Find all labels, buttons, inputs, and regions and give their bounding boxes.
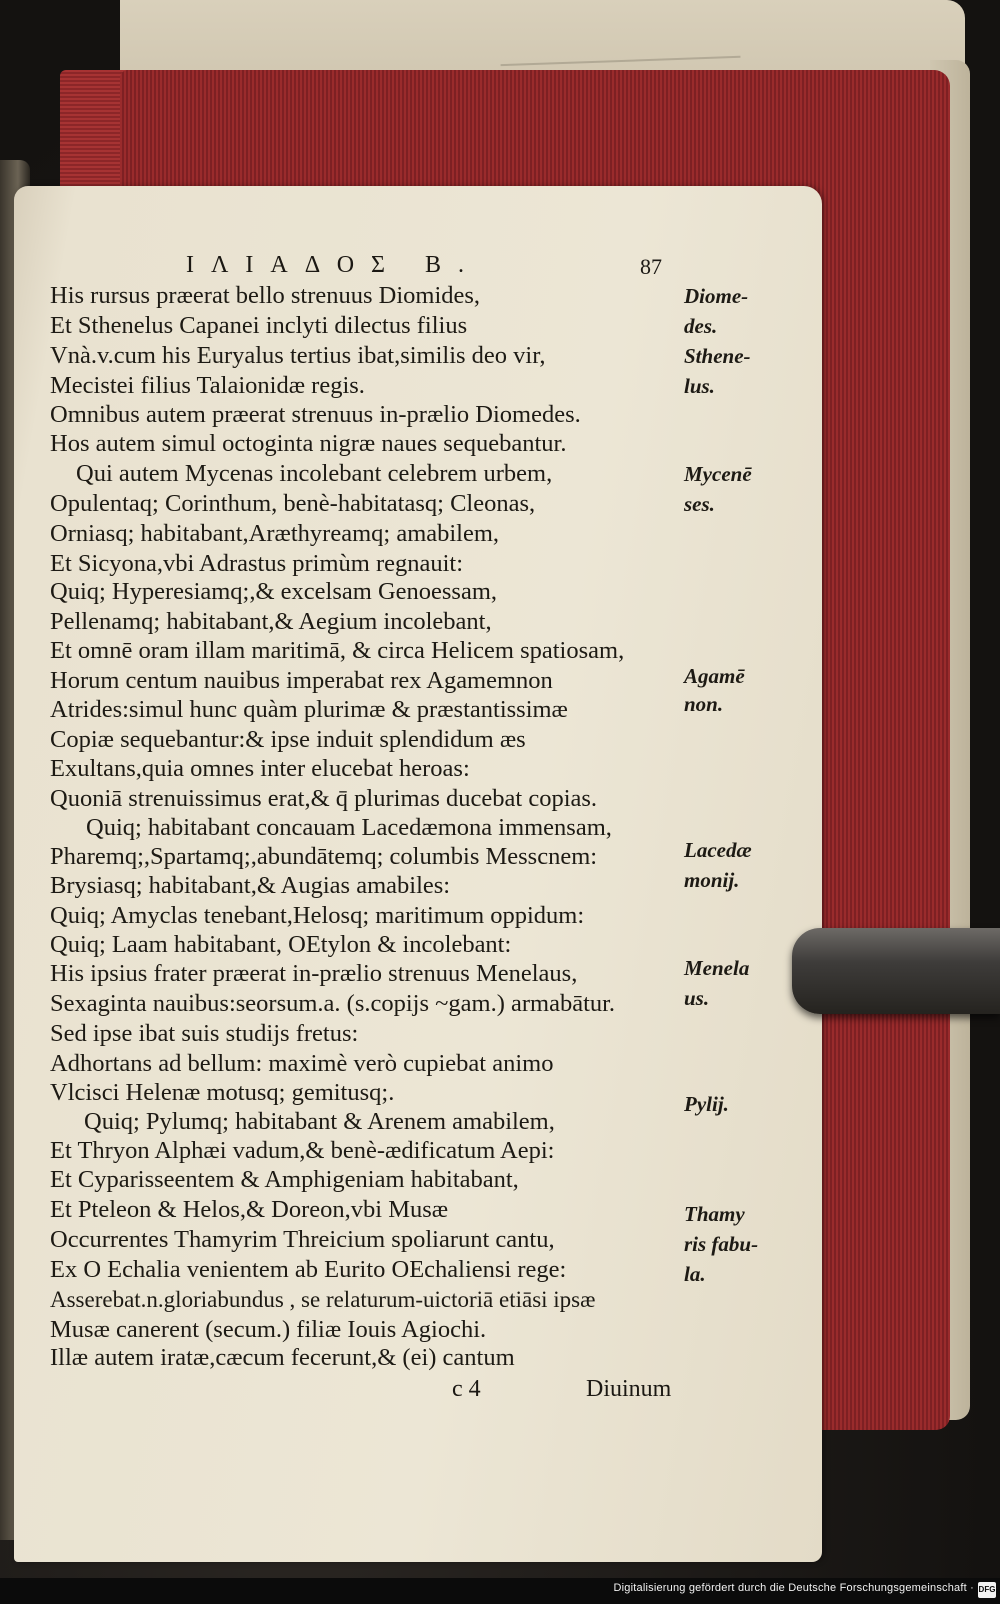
catchword: Diuinum: [586, 1376, 672, 1402]
verse-line: Et Cyparisseentem & Amphigeniam habitabant,: [50, 1166, 519, 1193]
verse-line: Omnibus autem præerat strenuus in-prælio Diomedes.: [50, 401, 581, 428]
verse-line: Sexaginta nauibus:seorsum.a. (s.copijs ~gam.) armabātur.: [50, 990, 616, 1017]
verse-line: Pellenamq; habitabant,& Aegium incolebant,: [50, 608, 492, 635]
verse-line: Orniasq; habitabant,Aræthyreamq; amabilem,: [50, 520, 500, 547]
verse-line: Horum centum nauibus imperabat rex Agamemnon: [50, 667, 553, 694]
verse-line: Asserebat.n.gloriabundus , se relaturum-uictoriā etiāsi ipsæ: [50, 1287, 596, 1312]
running-title: ΙΛΙΑΔΟΣ Β.: [186, 252, 482, 278]
margin-note: Lacedæ: [684, 838, 752, 862]
signature-mark: c 4: [452, 1376, 481, 1402]
verse-line: Qui autem Mycenas incolebant celebrem urbem,: [76, 460, 553, 487]
margin-note: monij.: [684, 868, 740, 892]
verse-line: Pharemq;,Spartamq;,abundātemq; columbis Messcnem:: [50, 843, 598, 870]
verse-line: Brysiasq; habitabant,& Augias amabiles:: [50, 872, 451, 899]
cover-handwriting-trace: [500, 26, 741, 66]
verse-line: Hos autem simul octoginta nigræ naues sequebantur.: [50, 430, 567, 457]
dfg-logo-icon: DFG: [978, 1582, 996, 1598]
verse-line: Illæ autem iratæ,cæcum fecerunt,& (ei) cantum: [50, 1344, 515, 1371]
verse-line: Musæ canerent (secum.) filiæ Iouis Agiochi.: [50, 1316, 487, 1343]
verse-line: Et Pteleon & Helos,& Doreon,vbi Musæ: [50, 1196, 449, 1223]
verse-line: Atrides:simul hunc quàm plurimæ & præstantissimæ: [50, 696, 568, 723]
verse-line: Et omnē oram illam maritimā, & circa Helicem spatiosam,: [50, 637, 625, 664]
verse-line: His rursus præerat bello strenuus Diomides,: [50, 282, 481, 309]
margin-note: Thamy: [684, 1202, 745, 1226]
footer-credit: Digitalisierung gefördert durch die Deutsche Forschungsgemeinschaft ·: [613, 1582, 974, 1594]
page-number: 87: [640, 254, 662, 279]
margin-note: la.: [684, 1262, 706, 1286]
margin-note: Agamē: [684, 664, 745, 688]
verse-line: Ex O Echalia venientem ab Eurito OEchaliensi rege:: [50, 1256, 567, 1283]
verse-line: Mecistei filius Talaionidæ regis.: [50, 372, 365, 399]
verse-line: Occurrentes Thamyrim Threicium spoliarunt cantu,: [50, 1226, 555, 1253]
verse-line: Et Sicyona,vbi Adrastus primùm regnauit:: [50, 550, 464, 577]
margin-note: Diome-: [684, 284, 749, 308]
margin-note: Menela: [684, 956, 750, 980]
margin-note: ses.: [684, 492, 715, 516]
verse-line: Et Thryon Alphæi vadum,& benè-ædificatum Aepi:: [50, 1137, 555, 1164]
verse-line: Quoniā strenuissimus erat,& q̄ plurimas ducebat copias.: [50, 785, 598, 812]
verse-line: Vlcisci Helenæ motusq; gemitusq;.: [50, 1079, 395, 1106]
verse-line: Sed ipse ibat suis studijs fretus:: [50, 1020, 359, 1047]
verse-line: Quiq; Amyclas tenebant,Helosq; maritimum oppidum:: [50, 902, 585, 929]
margin-note: non.: [684, 692, 724, 716]
page-holder-clip: [792, 928, 1000, 1014]
verse-line: Et Sthenelus Capanei inclyti dilectus filius: [50, 312, 468, 339]
verse-line: Adhortans ad bellum: maximè verò cupiebat animo: [50, 1050, 554, 1077]
margin-note: us.: [684, 986, 710, 1010]
margin-note: Mycenē: [684, 462, 752, 486]
verse-line: Copiæ sequebantur:& ipse induit splendidum æs: [50, 726, 526, 753]
verse-line: Quiq; Hyperesiamq;,& excelsam Genoessam,: [50, 578, 498, 605]
verse-line: His ipsius frater præerat in-prælio strenuus Menelaus,: [50, 960, 578, 987]
margin-note: des.: [684, 314, 718, 338]
verse-line: Quiq; habitabant concauam Lacedæmona immensam,: [86, 814, 612, 841]
verse-line: Opulentaq; Corinthum, benè-habitatasq; Cleonas,: [50, 490, 536, 517]
verse-line: Exultans,quia omnes inter elucebat heroas:: [50, 755, 470, 782]
margin-note: Sthene-: [684, 344, 751, 368]
digitization-footer: [0, 1578, 1000, 1604]
margin-note: lus.: [684, 374, 715, 398]
margin-note: Pylij.: [684, 1092, 729, 1116]
verse-line: Vnà.v.cum his Euryalus tertius ibat,similis deo vir,: [50, 342, 546, 369]
margin-note: ris fabu-: [684, 1232, 759, 1256]
verse-line: Quiq; Pylumq; habitabant & Arenem amabilem,: [84, 1108, 555, 1135]
verse-line: Quiq; Laam habitabant, OEtylon & incolebant:: [50, 931, 512, 958]
